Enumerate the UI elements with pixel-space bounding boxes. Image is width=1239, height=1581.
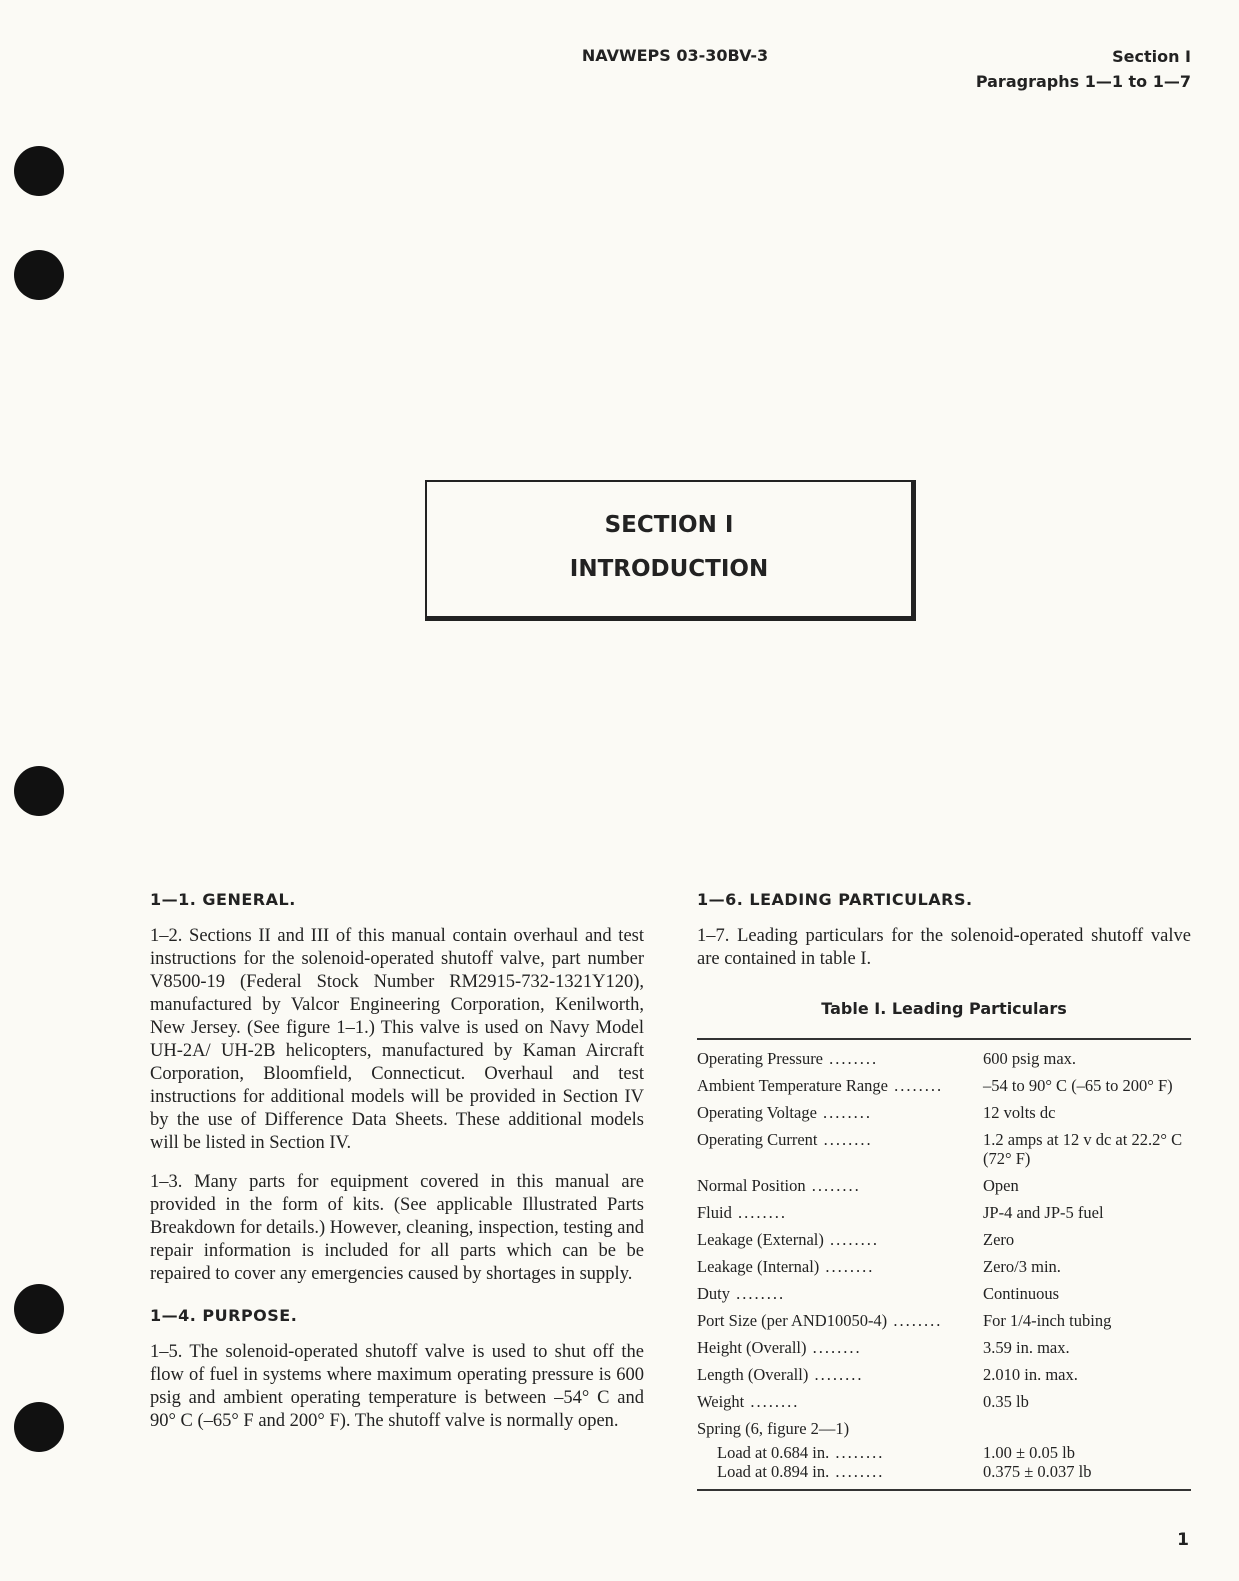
table-row <box>697 1362 1191 1389</box>
row-label: Duty <box>697 1284 730 1303</box>
table-row <box>697 1308 1191 1335</box>
value-cell: 1.00 ± 0.05 lb <box>983 1443 1076 1462</box>
punch-hole <box>14 250 64 300</box>
row-label: Operating Pressure <box>697 1049 824 1068</box>
paragraph-1-7: 1–7. Leading particulars for the solenoid-operated shutoff valve are contained in table I. <box>697 926 1191 969</box>
value-cell: –54 to 90° C (–65 to 200° F) <box>983 1076 1173 1095</box>
table-row <box>697 1443 1191 1462</box>
section-label: Section I <box>1112 47 1191 66</box>
table-row <box>697 1200 1191 1227</box>
table-row <box>697 1173 1191 1200</box>
leader-dots: ........ <box>731 1203 787 1222</box>
section-header <box>976 44 1191 94</box>
paragraph-1-5: 1–5. The solenoid-operated shutoff valve is used to shut off the flow of fuel in systems where maximum operating pressure is 600 psig and ambient operating temperature is between –54° C and 90° C (–65° F and 200° F). The shutoff valve is normally open. <box>150 1342 644 1431</box>
leader-dots: ........ <box>730 1284 786 1303</box>
section-number: SECTION I <box>604 512 734 538</box>
leader-dots: ........ <box>817 1130 873 1149</box>
heading-leading-particulars: 1—6. LEADING PARTICULARS. <box>697 890 973 909</box>
table-top-rule <box>697 1038 1191 1040</box>
table-row <box>697 1416 1191 1443</box>
value-cell: 12 volts dc <box>983 1103 1056 1122</box>
value-cell: Continuous <box>983 1284 1060 1303</box>
left-column <box>150 888 644 1445</box>
row-label: Ambient Temperature Range <box>697 1076 888 1095</box>
label-cell <box>697 1308 983 1335</box>
leader-dots: ........ <box>823 1049 879 1068</box>
value-cell: 0.35 lb <box>983 1392 1029 1411</box>
label-cell <box>697 1173 983 1200</box>
label-cell <box>697 1127 983 1173</box>
right-column <box>697 888 1191 1491</box>
punch-hole <box>14 1402 64 1452</box>
value-cell: 2.010 in. max. <box>983 1365 1078 1384</box>
punch-hole <box>14 1284 64 1334</box>
table-row <box>697 1227 1191 1254</box>
leader-dots: ........ <box>805 1176 861 1195</box>
leader-dots: ........ <box>887 1311 943 1330</box>
section-title-box <box>425 480 916 621</box>
punch-hole <box>14 146 64 196</box>
row-label: Spring (6, figure 2—1) <box>697 1419 850 1438</box>
label-cell <box>697 1389 983 1416</box>
table-row <box>697 1462 1191 1481</box>
leader-dots: ........ <box>744 1392 800 1411</box>
value-cell: Zero <box>983 1230 1015 1249</box>
row-label: Load at 0.684 in. <box>717 1443 830 1462</box>
value-cell: JP-4 and JP-5 fuel <box>983 1203 1104 1222</box>
label-cell <box>697 1100 983 1127</box>
label-cell <box>697 1281 983 1308</box>
label-cell <box>697 1416 983 1443</box>
paragraph-range: Paragraphs 1—1 to 1—7 <box>975 72 1191 91</box>
leader-dots: ........ <box>823 1230 880 1249</box>
paragraph-1-3: 1–3. Many parts for equipment covered in this manual are provided in the form of kits. (See applicable Illustrated Parts Breakdown for details.) However, cleaning, inspection, testing and repair information is included for all parts which can be be repaired to cover any emergencies caused by shortages in supply. <box>150 1172 644 1284</box>
value-cell: 3.59 in. max. <box>983 1338 1070 1357</box>
heading-purpose: 1—4. PURPOSE. <box>150 1306 298 1325</box>
table-row <box>697 1100 1191 1127</box>
row-label: Port Size (per AND10050-4) <box>697 1311 888 1330</box>
row-label: Weight <box>697 1392 745 1411</box>
label-cell <box>697 1362 983 1389</box>
label-cell <box>697 1073 983 1100</box>
punch-hole <box>14 766 64 816</box>
value-cell: Zero/3 min. <box>983 1257 1061 1276</box>
label-cell <box>697 1462 983 1481</box>
row-label: Operating Current <box>697 1130 818 1149</box>
row-label: Load at 0.894 in. <box>717 1462 830 1481</box>
label-cell <box>697 1443 983 1462</box>
value-cell: 0.375 ± 0.037 lb <box>983 1462 1092 1481</box>
value-cell <box>983 1416 1191 1443</box>
row-label: Leakage (Internal) <box>697 1257 820 1276</box>
table-row <box>697 1046 1191 1073</box>
table-title: Table I. Leading Particulars <box>821 999 1067 1018</box>
leader-dots: ........ <box>806 1338 862 1357</box>
table-row <box>697 1389 1191 1416</box>
leader-dots: ........ <box>829 1443 885 1462</box>
leader-dots: ........ <box>887 1076 944 1095</box>
leading-particulars-table <box>697 1046 1191 1481</box>
row-label: Height (Overall) <box>697 1338 807 1357</box>
table-row <box>697 1073 1191 1100</box>
label-cell <box>697 1046 983 1073</box>
leader-dots: ........ <box>808 1365 864 1384</box>
document-id: NAVWEPS 03-30BV-3 <box>581 46 769 65</box>
value-cell: Open <box>983 1176 1019 1195</box>
table-row <box>697 1335 1191 1362</box>
heading-general: 1—1. GENERAL. <box>150 890 296 909</box>
table-row <box>697 1281 1191 1308</box>
paragraph-1-2: 1–2. Sections II and III of this manual contain overhaul and test instructions for the solenoid-operated shutoff valve, part number V8500-19 (Federal Stock Number RM2915-732-1321Y120), manufactured by Valcor Engineering Corporation, Kenilworth, New Jersey. (See figure 1–1.) This valve is used on Navy Model UH-2A/ UH-2B helicopters, manufactured by Kaman Aircraft Corporation, Bloomfield, Connecticut. Overhaul and test instructions for additional models will be provided in Section IV by the use of Difference Data Sheets. These additional models will be listed in Section IV. <box>150 926 644 1153</box>
value-cell: 1.2 amps at 12 v dc at 22.2° C (72° F) <box>983 1130 1183 1168</box>
value-cell: For 1/4-inch tubing <box>983 1311 1112 1330</box>
table-row <box>697 1254 1191 1281</box>
label-cell <box>697 1200 983 1227</box>
section-title: INTRODUCTION <box>569 556 769 582</box>
leader-dots: ........ <box>819 1257 875 1276</box>
row-label: Length (Overall) <box>697 1365 809 1384</box>
value-cell: 600 psig max. <box>983 1049 1077 1068</box>
page-number: 1 <box>1177 1530 1189 1550</box>
row-label: Operating Voltage <box>697 1103 817 1122</box>
label-cell <box>697 1254 983 1281</box>
label-cell <box>697 1335 983 1362</box>
leader-dots: ........ <box>829 1462 885 1481</box>
table-row <box>697 1127 1191 1173</box>
row-label: Fluid <box>697 1203 732 1222</box>
row-label: Normal Position <box>697 1176 806 1195</box>
label-cell <box>697 1227 983 1254</box>
leader-dots: ........ <box>816 1103 873 1122</box>
table-bottom-rule <box>697 1489 1191 1491</box>
row-label: Leakage (External) <box>697 1230 824 1249</box>
